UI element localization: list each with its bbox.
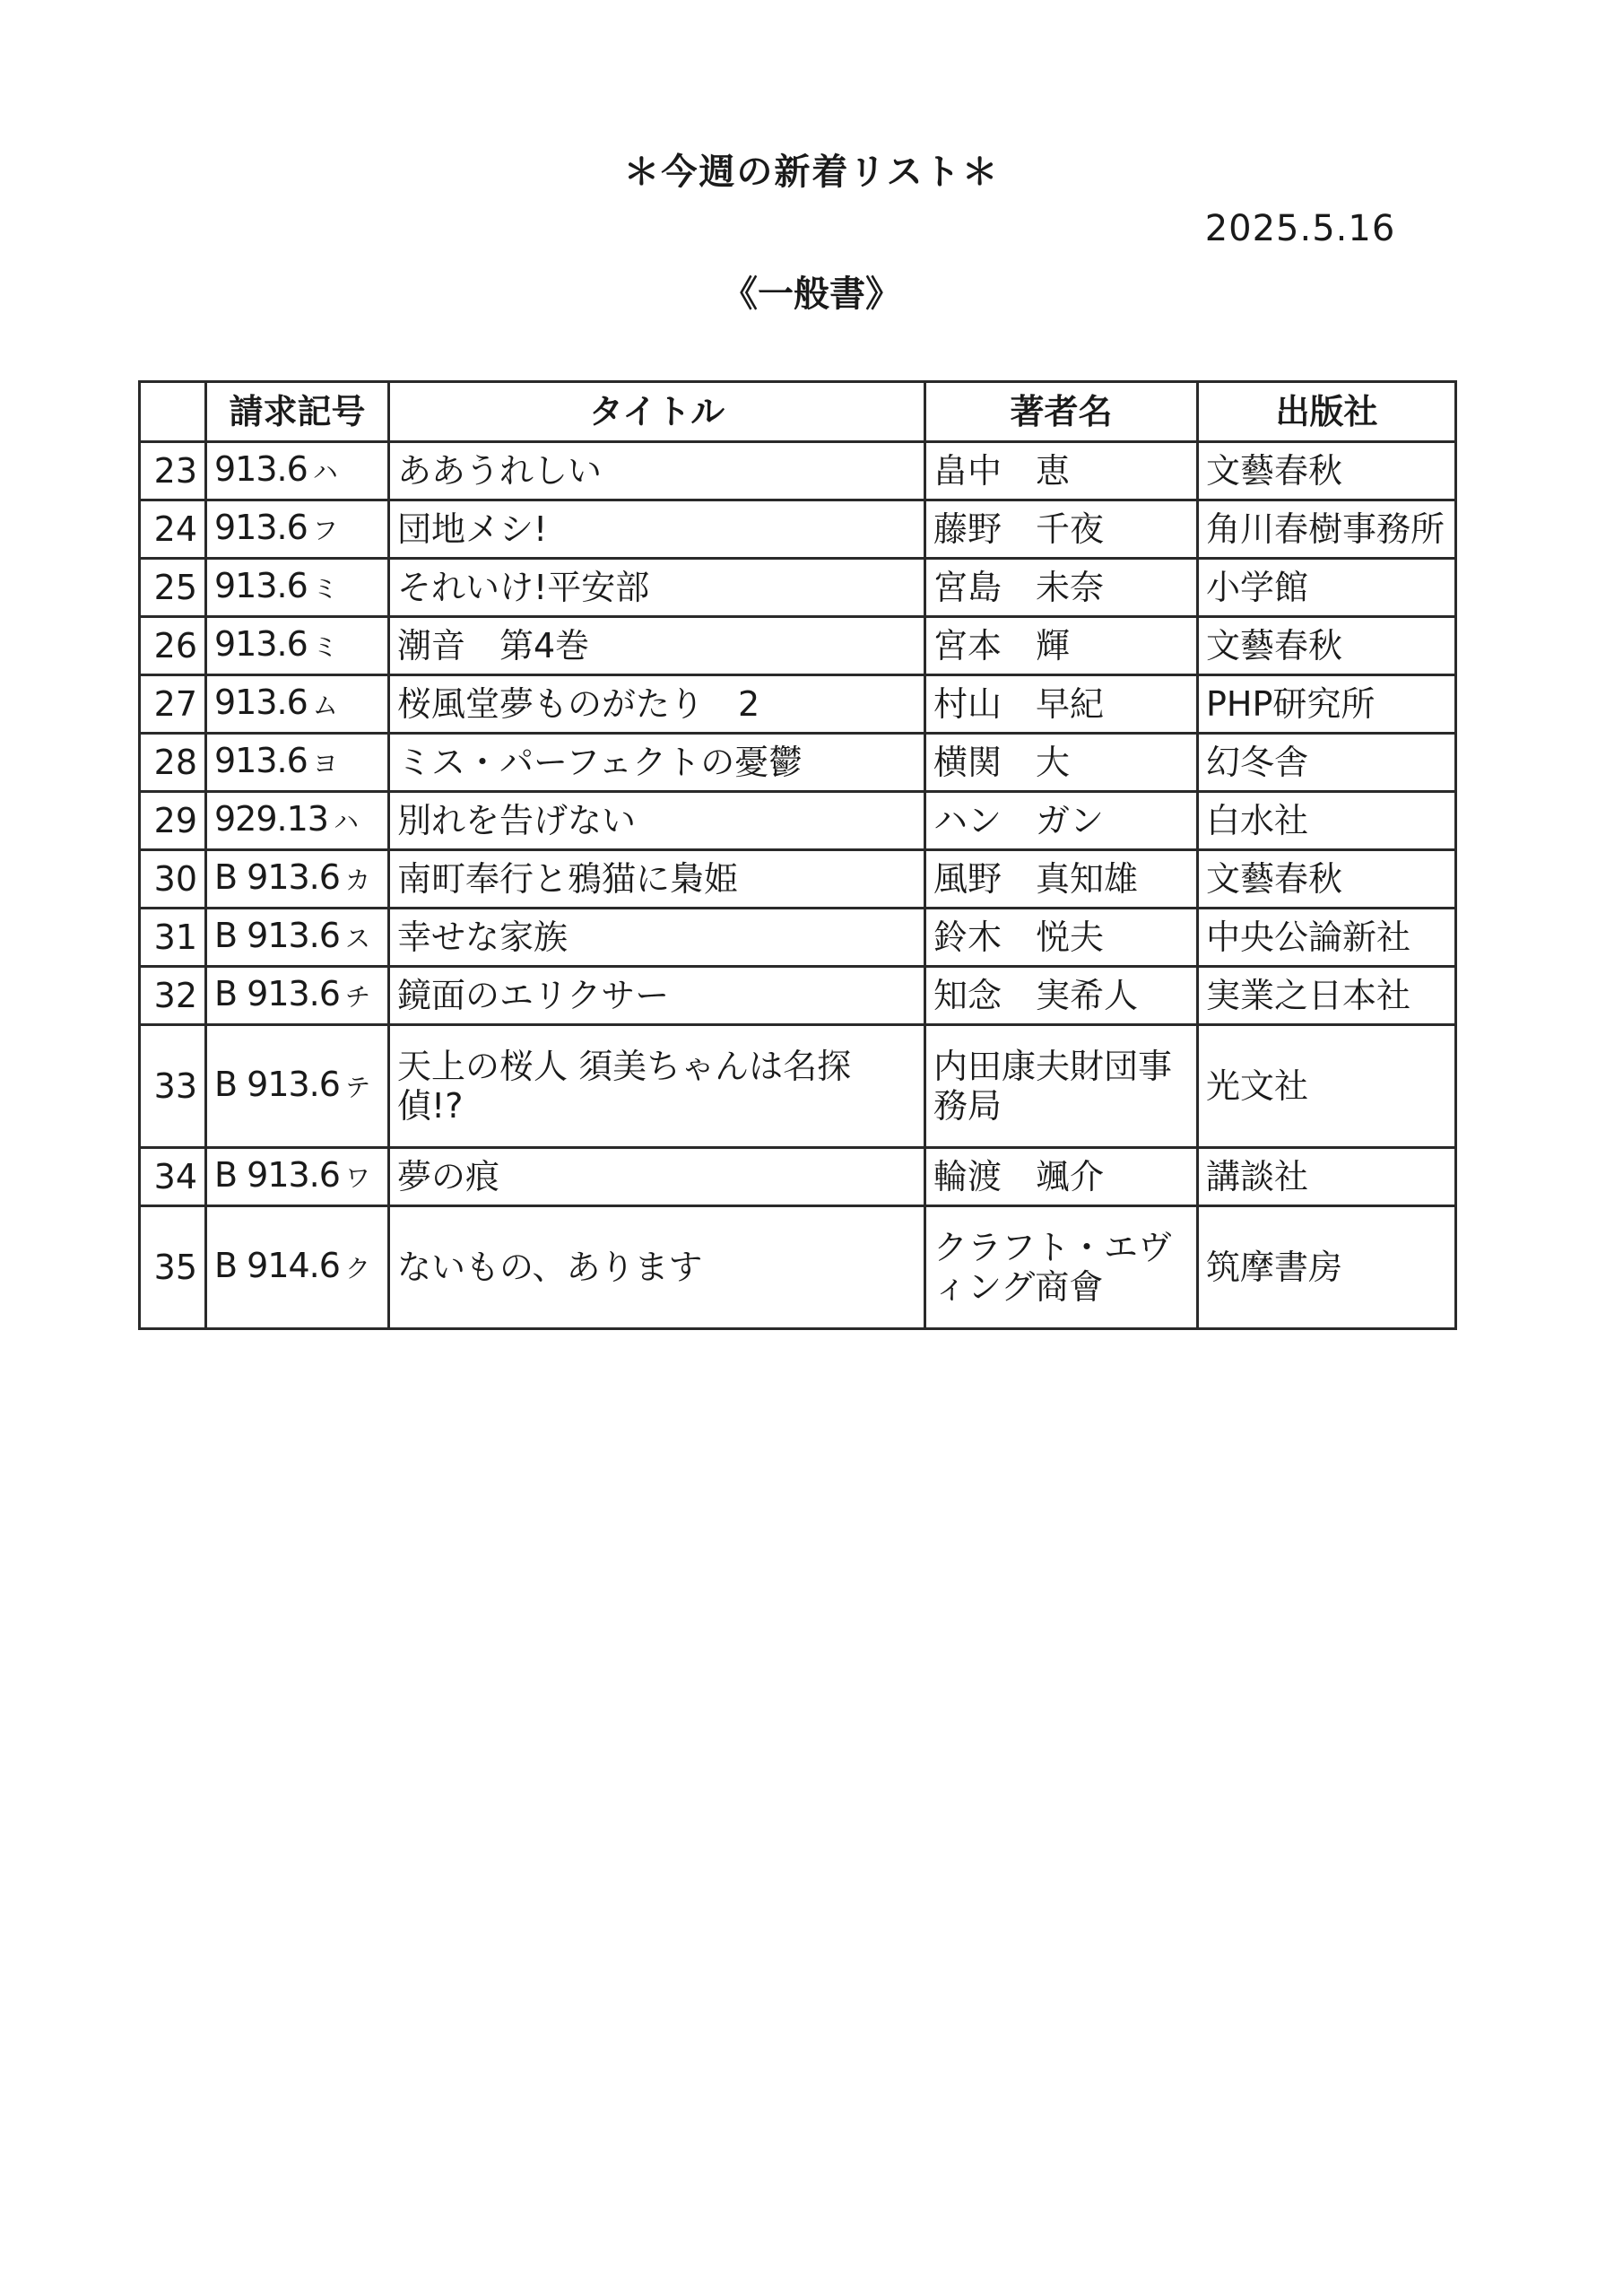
call-number-cell: [206, 792, 389, 850]
book-author: 内田康夫財団事務局: [925, 1025, 1198, 1148]
book-publisher: 講談社: [1198, 1148, 1456, 1206]
book-title: ミス・パーフェクトの憂鬱: [389, 734, 925, 792]
call-number-cell: [206, 1025, 389, 1148]
call-kana: テ: [344, 1073, 369, 1102]
table-row: [140, 1025, 1456, 1148]
row-number: 32: [140, 967, 206, 1025]
book-publisher: 筑摩書房: [1198, 1206, 1456, 1329]
book-title: 天上の桜人 須美ちゃんは名探偵!?: [389, 1025, 925, 1148]
row-number: 34: [140, 1148, 206, 1206]
book-author: 宮本 輝: [925, 617, 1198, 675]
table-row: [140, 1148, 1456, 1206]
book-author: ハン ガン: [925, 792, 1198, 850]
table-header-row: [140, 382, 1456, 442]
call-number: 913.6: [214, 566, 308, 605]
page-title: ＊今週の新着リスト＊: [623, 152, 1000, 193]
call-kana: チ: [344, 982, 369, 1012]
table-row: [140, 559, 1456, 617]
call-number-cell: [206, 734, 389, 792]
book-title: 桜風堂夢ものがたり 2: [389, 675, 925, 734]
call-kana: ク: [344, 1254, 369, 1283]
table-row: [140, 734, 1456, 792]
book-author: 横関 大: [925, 734, 1198, 792]
table-row: [140, 442, 1456, 500]
table-row: [140, 909, 1456, 967]
book-author: 風野 真知雄: [925, 850, 1198, 909]
call-kana: ス: [344, 924, 369, 953]
call-number: 913.6: [214, 624, 308, 664]
call-number-cell: [206, 909, 389, 967]
book-publisher: 角川春樹事務所: [1198, 500, 1456, 559]
header-publisher: 出版社: [1198, 382, 1456, 442]
book-author: クラフト・エヴィング商會: [925, 1206, 1198, 1329]
table-row: [140, 1206, 1456, 1329]
call-number-cell: [206, 442, 389, 500]
list-date: 2025.5.16: [1204, 208, 1396, 249]
call-number-cell: [206, 850, 389, 909]
book-title: それいけ!平安部: [389, 559, 925, 617]
call-number: 929.13: [214, 799, 328, 839]
book-publisher: 文藝春秋: [1198, 850, 1456, 909]
row-number: 26: [140, 617, 206, 675]
book-author: 鈴木 悦夫: [925, 909, 1198, 967]
book-title: 団地メシ!: [389, 500, 925, 559]
call-number-cell: [206, 967, 389, 1025]
table-row: [140, 792, 1456, 850]
book-title: 鏡面のエリクサー: [389, 967, 925, 1025]
book-title: 幸せな家族: [389, 909, 925, 967]
call-kana: フ: [312, 516, 337, 545]
book-publisher: 光文社: [1198, 1025, 1456, 1148]
table-row: [140, 617, 1456, 675]
header-author: 著者名: [925, 382, 1198, 442]
book-publisher: 文藝春秋: [1198, 442, 1456, 500]
book-publisher: PHP研究所: [1198, 675, 1456, 734]
row-number: 27: [140, 675, 206, 734]
header-num: [140, 382, 206, 442]
table-row: [140, 850, 1456, 909]
call-kana: ミ: [312, 574, 337, 604]
new-arrivals-table: [138, 380, 1457, 1330]
call-kana: ヨ: [312, 749, 337, 778]
call-number: B 914.6: [214, 1246, 340, 1285]
book-publisher: 実業之日本社: [1198, 967, 1456, 1025]
row-number: 29: [140, 792, 206, 850]
call-number-cell: [206, 1206, 389, 1329]
row-number: 33: [140, 1025, 206, 1148]
call-number: 913.6: [214, 741, 308, 780]
header-call-number: 請求記号: [206, 382, 389, 442]
header-title: タイトル: [389, 382, 925, 442]
row-number: 23: [140, 442, 206, 500]
call-kana: ハ: [333, 807, 358, 837]
call-number: 913.6: [214, 449, 308, 489]
call-number-cell: [206, 617, 389, 675]
row-number: 31: [140, 909, 206, 967]
call-kana: ミ: [312, 632, 337, 662]
call-number: B 913.6: [214, 916, 340, 955]
call-number: 913.6: [214, 683, 308, 722]
book-author: 知念 実希人: [925, 967, 1198, 1025]
call-kana: カ: [344, 865, 369, 895]
call-kana: ハ: [312, 457, 337, 487]
book-title: 夢の痕: [389, 1148, 925, 1206]
call-number: B 913.6: [214, 857, 340, 897]
call-number-cell: [206, 675, 389, 734]
call-number: B 913.6: [214, 1155, 340, 1195]
row-number: 24: [140, 500, 206, 559]
book-publisher: 中央公論新社: [1198, 909, 1456, 967]
row-number: 30: [140, 850, 206, 909]
call-number-cell: [206, 1148, 389, 1206]
book-author: 輪渡 颯介: [925, 1148, 1198, 1206]
book-publisher: 文藝春秋: [1198, 617, 1456, 675]
book-title: 潮音 第4巻: [389, 617, 925, 675]
table-row: [140, 675, 1456, 734]
book-author: 畠中 恵: [925, 442, 1198, 500]
book-publisher: 白水社: [1198, 792, 1456, 850]
book-title: 南町奉行と鴉猫に梟姫: [389, 850, 925, 909]
book-publisher: 小学館: [1198, 559, 1456, 617]
table-row: [140, 967, 1456, 1025]
row-number: 25: [140, 559, 206, 617]
row-number: 28: [140, 734, 206, 792]
book-author: 藤野 千夜: [925, 500, 1198, 559]
call-number: B 913.6: [214, 1065, 340, 1104]
call-number: 913.6: [214, 508, 308, 547]
call-kana: ワ: [344, 1163, 369, 1193]
row-number: 35: [140, 1206, 206, 1329]
category-heading: 《一般書》: [722, 274, 901, 315]
book-title: 別れを告げない: [389, 792, 925, 850]
table-row: [140, 500, 1456, 559]
book-publisher: 幻冬舎: [1198, 734, 1456, 792]
call-number: B 913.6: [214, 974, 340, 1013]
book-title: ないもの、あります: [389, 1206, 925, 1329]
call-number-cell: [206, 500, 389, 559]
call-number-cell: [206, 559, 389, 617]
book-author: 宮島 未奈: [925, 559, 1198, 617]
book-author: 村山 早紀: [925, 675, 1198, 734]
book-title: ああうれしい: [389, 442, 925, 500]
call-kana: ム: [312, 691, 337, 720]
